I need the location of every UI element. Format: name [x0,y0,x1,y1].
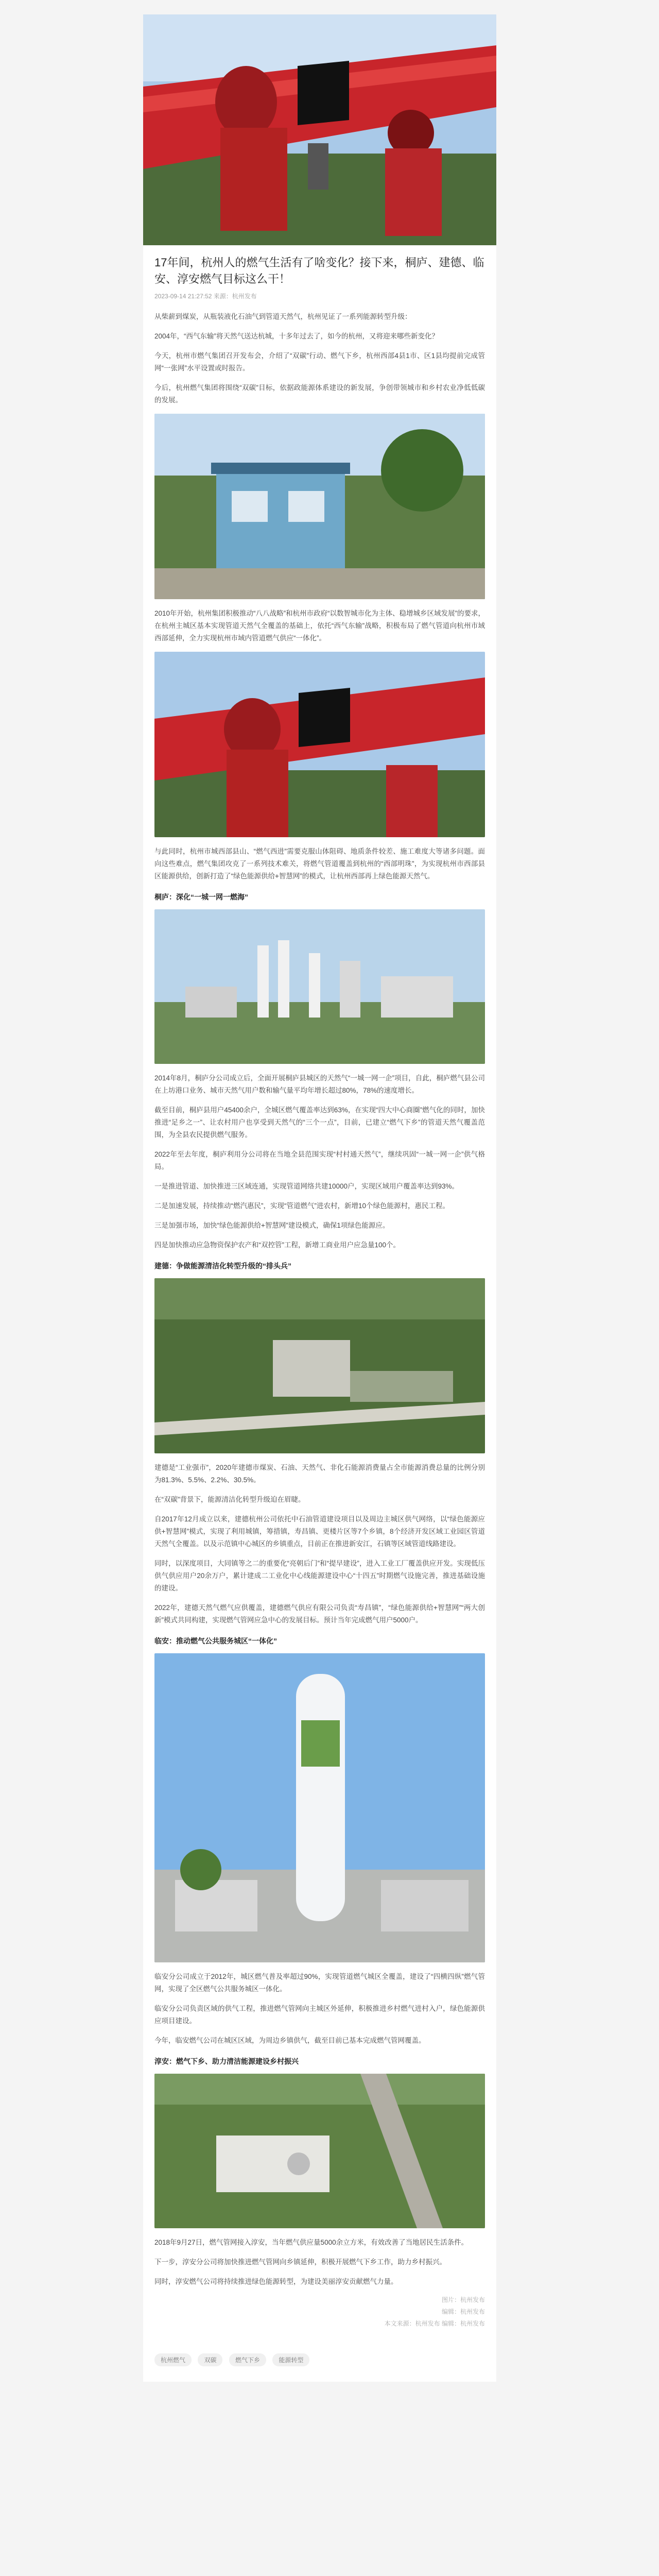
paragraph: 2022年，建德天然气燃气应供覆盖，建德燃气供应有限公司负责“寿昌镇”，“绿色能源供给+智慧网”“两大创新”模式共同构建，实现燃气管网应急中心的发展目标。预计当年完成燃气用户5000户。 [154,1604,485,1624]
jiande-aerial-photo [154,1278,485,1453]
article-container [143,14,496,2382]
paragraph: 三是加强市场，加快“绿色能源供给+智慧网”建设模式，确保1项绿色能源应。 [154,1222,390,1229]
tag-list [143,2353,496,2382]
paragraph: 临安分公司成立于2012年，城区燃气普及率超过90%，实现管道燃气城区全覆盖，建设了“四横四纵”燃气管网，实现了全区燃气公共服务城区一体化。 [154,1973,485,1993]
tag-item[interactable]: 杭州燃气 [154,2353,192,2366]
section-heading: 建德：争做能源清洁化转型升级的“排头兵” [154,1262,291,1270]
paragraph: 二是加速发展，持续推动“燃汽惠民”，实现“管道燃气”进农村，新增10个绿色能源村，惠民工程。 [154,1202,449,1210]
paragraph: 下一步，淳安分公司将加快推进燃气管网向乡镇延伸，积极开展燃气下乡工作，助力乡村振兴。 [154,2258,446,2266]
tonglu-city-photo [154,909,485,1064]
article-meta: 2023-09-14 21:27:52 来源：杭州发布 [154,293,257,300]
paragraph: 2010年开始，杭州集团积极推动“八八战略”和杭州市政府“以数智城市化为主体、稳增城乡区域发展”的要求，在杭州主城区基本实现管道天然气全覆盖的基础上，依托“西气东输”战略，积极布局了燃气管道向杭州市域西部延伸，全力实现杭州市域内管道燃气供应“一体化”。 [154,609,485,642]
section-heading: 淳安：燃气下乡、助力清洁能源建设乡村振兴 [154,2057,299,2065]
paragraph: 2018年9月27日，燃气管网接入淳安，当年燃气供应量5000余立方米，有效改善了当地居民生活条件。 [154,2239,469,2246]
paragraph: 与此同时，杭州市城西部县山、“燃气西进”需要克服山体阻碍、地质条件较差、施工难度大等诸多问题。面向这些难点，燃气集团攻克了一系列技术难关，将燃气管道覆盖到杭州的“西部明珠”，为实现杭州市西部县区能源供给，创新打造了“绿色能源供给+智慧网”的模式，让杭州西部再上绿色能源天然气。 [154,848,485,880]
source-credit: 本文来源：杭州发布 编辑：杭州发布 [384,2320,485,2327]
paragraph: 从柴薪到煤炭，从瓶装液化石油气到管道天然气，杭州见证了一系列能源转型升级： [154,313,412,320]
paragraph: 同时，以深度项目，大同镇等之二的重要化“亮朝后门”和“提早建设”，进入工业工厂覆盖供应开发。实现低压供气供应用户20余万户，累计建成二工业化中心线能源建设中心“十四五”时期燃气设施完善，推进基础设施的建设。 [154,1560,485,1592]
photo-credit: 图片：杭州发布 [441,2296,485,2303]
tag-item[interactable]: 燃气下乡 [229,2353,266,2366]
paragraph: 同时，淳安燃气公司将持续推进绿色能源转型，为建设美丽淳安贡献燃气力量。 [154,2278,398,2285]
article-title: 17年间，杭州人的燃气生活有了啥变化？接下来，桐庐、建德、临安、淳安燃气目标这么干！ [154,256,484,285]
paragraph: 四是加快推动应急物资保护农产和“双控管”工程，新增工商业用户应急量100个。 [154,1241,401,1249]
pipeline-worker-photo-2 [154,652,485,837]
paragraph: 今年，临安燃气公司在城区区域，为周边乡镇供气，截至目前已基本完成燃气管网覆盖。 [154,2037,426,2044]
paragraph: 截至目前，桐庐县用户45400余户，全城区燃气覆盖率达到63%，在实现“四大中心商圈”燃气化的同时，加快推进“足乡之一”、让农村用户也享受到天然气的“三个一点”，目前，已建立“燃气下乡”的管道天然气覆盖范围，为全县农民提供燃气服务。 [154,1106,485,1139]
pipeline-worker-photo [143,14,496,245]
chun-an-station-photo [154,2074,485,2228]
paragraph: 临安分公司负责区域的供气工程，推进燃气管网向主城区外延伸，积极推进乡村燃气进村入户，绿色能源供应项目建设。 [154,2005,485,2025]
tag-item[interactable]: 双碳 [198,2353,222,2366]
section-heading: 临安：推动燃气公共服务城区“一体化” [154,1637,277,1645]
paragraph: 建德是“工业强市”，2020年建德市煤炭、石油、天然气、非化石能源消费量占全市能源消费总量的比例分别为81.3%、5.5%、2.2%、30.5%。 [154,1464,485,1484]
paragraph: 一是推进管道、加快推进三区域连通，实现管道网络共建10000户，实现区域用户覆盖率达到93%。 [154,1182,459,1190]
tag-item[interactable]: 能源转型 [272,2353,309,2366]
section-heading: 桐庐：深化“一城一网一燃海” [154,893,248,901]
paragraph: 自2017年12月成立以来，建德杭州公司依托中石油管道建设项目以及周边主城区供气网络，以“绿色能源应供+智慧网”模式，实现了利用城镇，筹措镇，寿昌镇、更楼片区等7个乡镇，8个经济开发区域工业园区管道天然气全覆盖。以及示范镇中心城区的乡镇重点，目前正在推进新安江，石镇等区域管道线路建设。 [154,1515,485,1548]
lin-an-gas-tank-photo [154,1653,485,1962]
paragraph: 2022年至去年度，桐庐利用分公司将在当地全县范围实现“村村通天然气”，继续巩固“一城一网一企”供气格局。 [154,1150,485,1171]
paragraph: 在“双碳”背景下，能源清洁化转型升级迫在眉睫。 [154,1496,305,1503]
editor-credit: 编辑：杭州发布 [441,2308,485,2315]
paragraph: 2014年8月，桐庐分公司成立后，全面开展桐庐县城区的天然气“一城一网一企”项目，自此，桐庐燃气县公司在上坊港口业务、城市天然气用户数和输气量平均年增长超过80%，78%的速度增长。 [154,1074,485,1094]
paragraph: 今天，杭州市燃气集团召开发布会，介绍了“双碳”行动、燃气下乡，杭州西部4县1市、区1县均提前完成管网“一张网”水平设置或时报告。 [154,352,485,372]
paragraph: 今后，杭州燃气集团将围绕“双碳”目标，依据政能源体系建设的新发展，争创带领城市和乡村农业净低低碳的发展。 [154,384,485,404]
paragraph: 2004年，“西气东输”将天然气送达杭城，十多年过去了，如今的杭州，又将迎来哪些新变化？ [154,332,439,340]
gas-station-photo [154,414,485,599]
hero-image [143,14,496,245]
